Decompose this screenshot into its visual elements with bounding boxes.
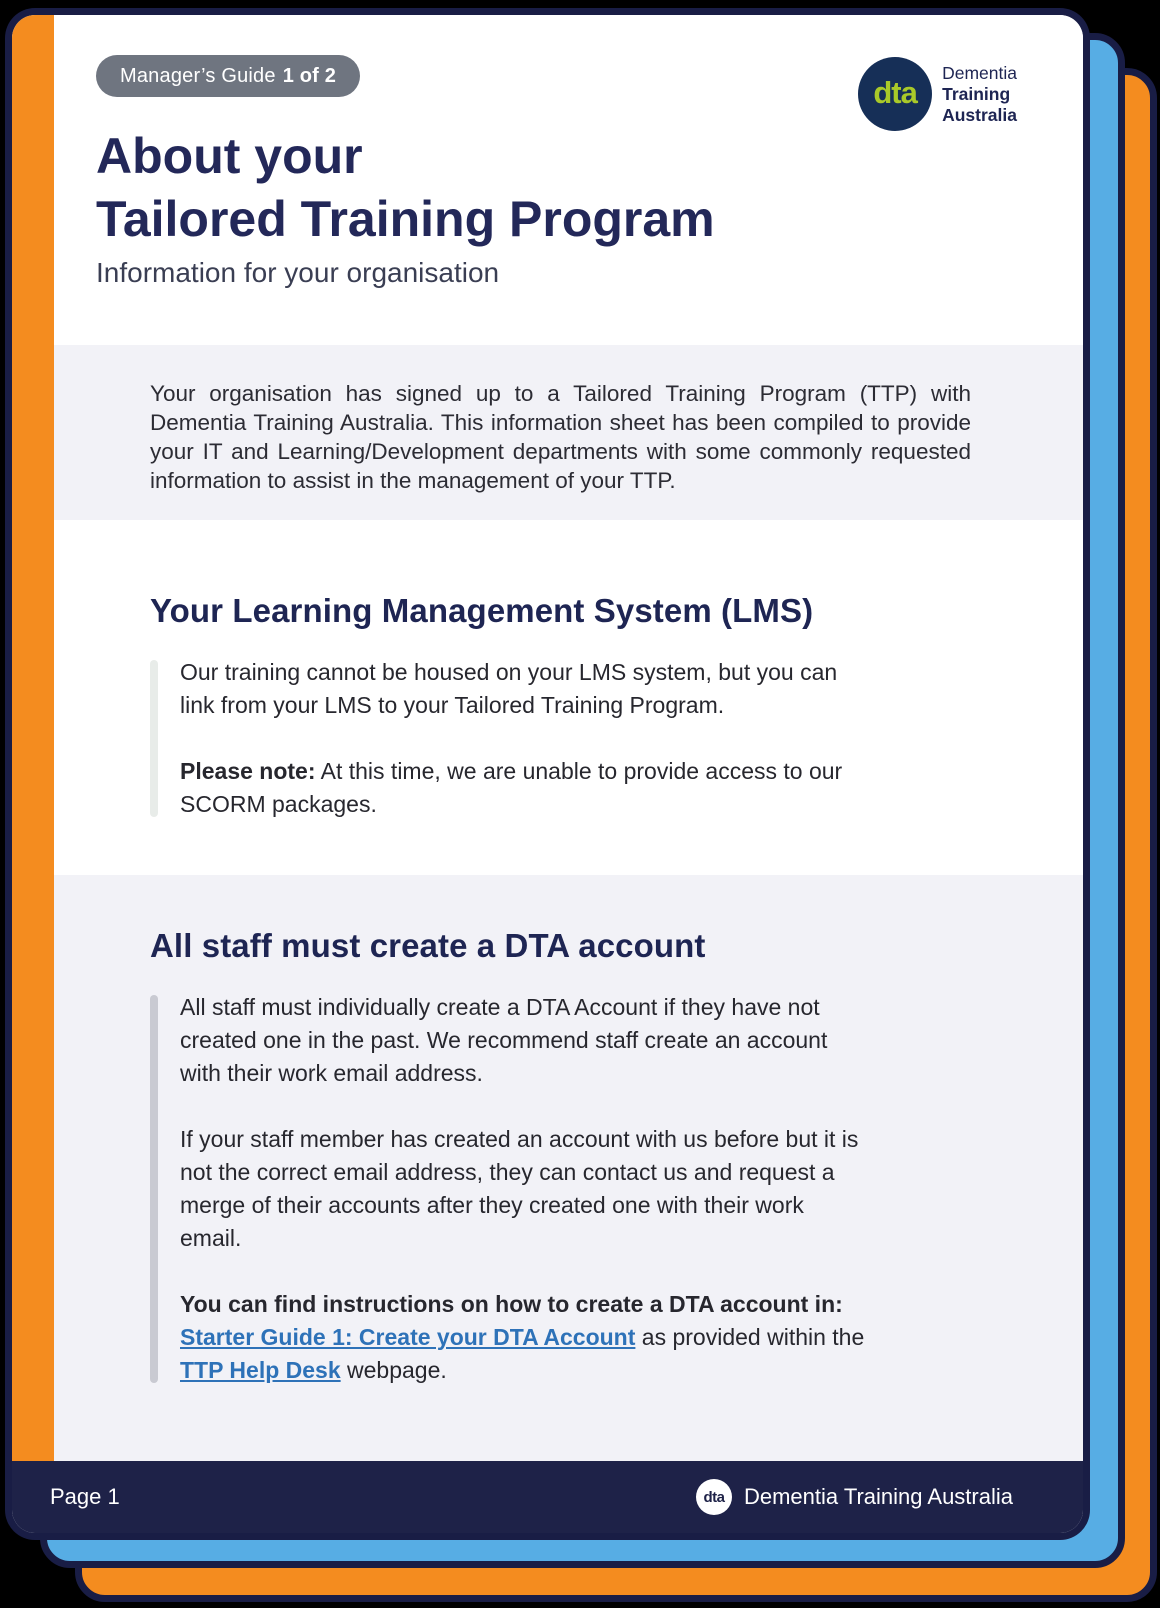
dta-logo [858,57,1017,131]
dta-logo-icon: dta [858,57,932,131]
dta-logo-line2: Training [942,83,1011,104]
footer-brand [696,1479,1013,1515]
guide-badge [96,55,360,97]
dta-logo-text [942,63,1017,126]
paragraph [180,991,870,1090]
accent-bar [150,660,158,817]
section-lms-heading: Your Learning Management System (LMS) [150,592,814,629]
text-segment: Our training cannot be housed on your LMS system, but you can link from your LMS to your Tailored Training Program. [180,659,838,718]
page-title-line1: About your [96,128,363,184]
section-lms [54,520,1083,875]
section-account-heading: All staff must create a DTA account [150,927,706,964]
dta-footer-logo-icon: dta [696,1479,732,1515]
dta-logo-line1: Dementia [942,62,1017,83]
page-number: Page 1 [50,1484,120,1509]
guide-badge-count: 1 of 2 [282,64,337,87]
page-title [96,125,715,251]
text-segment: You can find instructions on how to create a DTA account in: [180,1291,843,1317]
intro-paragraph: Your organisation has signed up to a Tailored Training Program (TTP) with Dementia Training Australia. This information sheet has been compiled to provide your IT and Learning/Development departments with some commonly requested information to assist in the management of your TTP. [150,381,971,493]
text-segment: If your staff member has created an account with us before but it is not the correct email address, they can contact us and request a merge of their accounts after they created one with their work email. [180,1126,859,1251]
text-segment: as provided within the [635,1324,865,1350]
paragraph [180,656,870,722]
page-footer [12,1461,1083,1533]
left-accent-strip [12,15,54,1461]
guide-badge-label: Manager’s Guide [120,64,276,87]
section-account [54,875,1083,1461]
dta-logo-line3: Australia [942,104,1017,125]
text-segment: Please note: [180,758,316,784]
text-segment: All staff must individually create a DTA Account if they have not created one in the past. We recommend staff create an account with their work email address. [180,994,828,1086]
paragraph [180,755,870,821]
text-segment: webpage. [340,1357,447,1383]
section-account-body [150,991,870,1387]
paragraph [180,1123,870,1255]
page-title-line2: Tailored Training Program [96,191,715,247]
ttp-help-desk-link[interactable]: TTP Help Desk [180,1357,341,1383]
accent-bar [150,995,158,1383]
section-lms-body [150,656,870,821]
starter-guide-link[interactable]: Starter Guide 1: Create your DTA Account [180,1324,636,1350]
paragraph [180,1288,870,1387]
page-subtitle: Information for your organisation [96,257,500,288]
main-page [5,8,1090,1540]
intro-panel [54,345,1083,520]
document-header [54,15,1083,345]
footer-brand-name: Dementia Training Australia [743,1484,1013,1509]
text-segment: At this time, we are unable to provide access to our SCORM packages. [180,758,843,817]
